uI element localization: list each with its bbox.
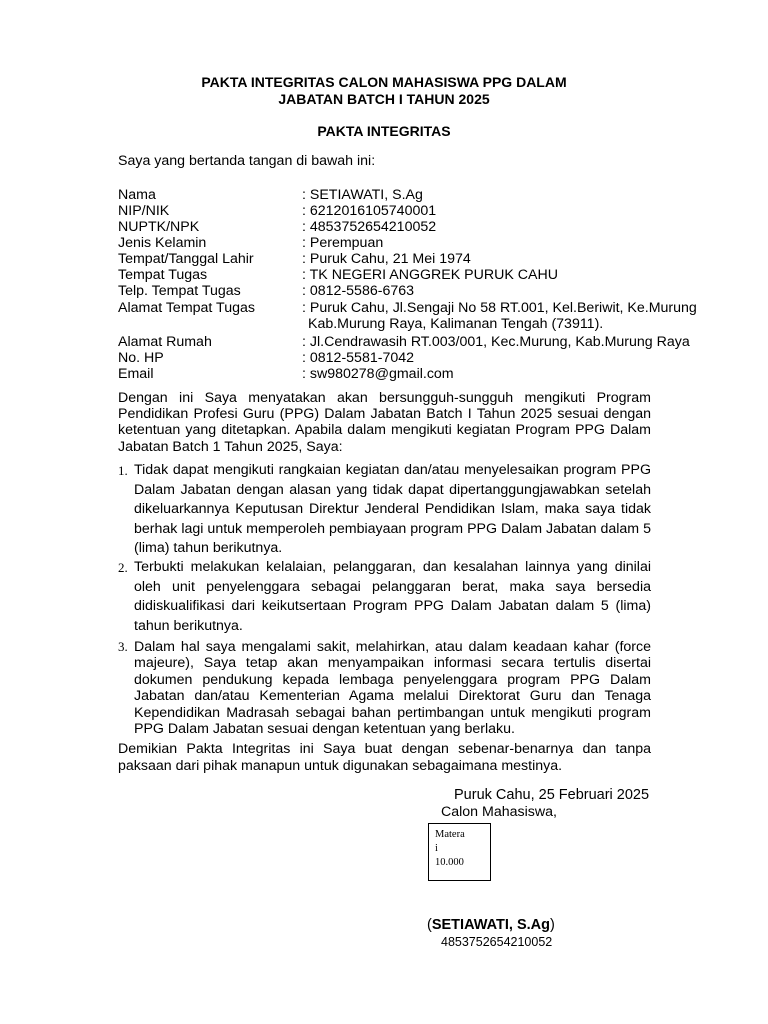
field-label: No. HP — [118, 350, 164, 366]
list-item-text: Tidak dapat mengikuti rangkaian kegiatan dan/atau menyelesaikan program PPG Dalam Jabatan dengan alasan yang tidak dapat dipertanggungjawabkan setelah dikeluarkannya Keputusan Direktur Jenderal Pendidikan Islam, maka saya tidak berhak lagi untuk memperoleh pembiayaan program PPG Dalam Jabatan dalam 5 (lima) tahun berikutnya. — [134, 462, 651, 557]
list-item-text: Terbukti melakukan kelalaian, pelanggaran, dan kesalahan lainnya yang dinilai oleh unit penyelenggara sebagai pelanggaran berat, maka saya bersedia didiskualifikasi dari keikutsertaan Program PPG Dalam Jabatan dalam 5 (lima) tahun berikutnya. — [134, 559, 651, 634]
document-title-line1: PAKTA INTEGRITAS CALON MAHASISWA PPG DALAM — [201, 74, 567, 90]
stamp-text-line: 10.000 — [435, 857, 464, 868]
field-row — [118, 283, 708, 299]
signatory-name: (SETIAWATI, S.Ag) — [427, 917, 555, 933]
document-subtitle: PAKTA INTEGRITAS — [317, 123, 451, 139]
field-label: Email — [118, 366, 154, 382]
list-item — [118, 461, 651, 559]
signatory-id: 4853752654210052 — [441, 935, 553, 949]
field-row — [118, 235, 708, 251]
field-value: : 6212016105740001 — [302, 203, 437, 219]
field-label: Alamat Tempat Tugas — [118, 300, 255, 316]
field-row — [118, 366, 708, 382]
field-label: Telp. Tempat Tugas — [118, 283, 241, 299]
field-value: : TK NEGERI ANGGREK PURUK CAHU — [302, 267, 558, 283]
field-value: : sw980278@gmail.com — [302, 366, 454, 382]
field-row — [118, 350, 708, 366]
field-value: : 0812-5586-6763 — [302, 283, 415, 299]
signatory-name-text: SETIAWATI, S.Ag — [431, 917, 550, 933]
list-item-number: 1. — [118, 463, 128, 478]
list-item-number: 3. — [118, 639, 128, 654]
field-label: Jenis Kelamin — [118, 235, 207, 251]
list-item-text: Dalam hal saya mengalami sakit, melahirkan, atau dalam keadaan kahar (force majeure), Saya tetap akan menyampaikan informasi secara tertulis disertai dokumen pendukung kepada lembaga penyelenggara program PPG Dalam Jabatan dan/atau Kementerian Agama melalui Direktorat Guru dan Tenaga Kependidikan Madrasah sebagai bahan pertimbangan untuk mengikuti program PPG Dalam Jabatan sesuai dengan ketentuan yang berlaku. — [134, 639, 651, 738]
field-value: : SETIAWATI, S.Ag — [302, 187, 423, 203]
field-value: : Perempuan — [302, 235, 384, 251]
field-value: : 4853752654210052 — [302, 219, 437, 235]
intro-text: Saya yang bertanda tangan di bawah ini: — [118, 153, 376, 169]
stamp-text-line: i — [435, 843, 438, 854]
field-label: Tempat Tugas — [118, 267, 208, 283]
field-value: : Puruk Cahu, Jl.Sengaji No 58 RT.001, Kel.Beriwit, Ke.Murung — [302, 300, 697, 316]
list-item — [118, 558, 651, 636]
field-row — [118, 334, 708, 350]
field-label: NIP/NIK — [118, 203, 170, 219]
list-item-number: 2. — [118, 560, 128, 575]
field-label: Tempat/Tanggal Lahir — [118, 251, 254, 267]
statement-paragraph: Dengan ini Saya menyatakan akan bersungguh-sungguh mengikuti Program Pendidikan Profesi Guru (PPG) Dalam Jabatan Batch I Tahun 2025 sesuai dengan ketentuan yang ditetapkan. Apabila dalam mengikuti kegiatan Program PPG Dalam Jabatan Batch 1 Tahun 2025, Saya: — [118, 390, 651, 455]
field-label: NUPTK/NPK — [118, 219, 200, 235]
document-title-line2: JABATAN BATCH I TAHUN 2025 — [278, 91, 490, 107]
list-item — [118, 639, 651, 737]
field-row-continuation — [118, 316, 708, 333]
field-row — [118, 267, 708, 283]
field-row — [118, 187, 708, 203]
signature-role: Calon Mahasiswa, — [441, 804, 557, 820]
field-row — [118, 219, 708, 235]
materai-stamp-box — [428, 823, 491, 881]
field-value: : Jl.Cendrawasih RT.003/001, Kec.Murung, Kab.Murung Raya — [302, 334, 690, 350]
field-row — [118, 203, 708, 219]
field-row — [118, 300, 708, 316]
field-label: Alamat Rumah — [118, 334, 212, 350]
identity-fields — [118, 187, 708, 382]
field-value-continuation: Kab.Murung Raya, Kalimanan Tengah (73911). — [308, 316, 604, 332]
field-value: : Puruk Cahu, 21 Mei 1974 — [302, 251, 471, 267]
closing-paragraph: Demikian Pakta Integritas ini Saya buat dengan sebenar-benarnya dan tanpa paksaan dari pihak manapun untuk digunakan sebagaimana mestinya. — [118, 741, 651, 774]
field-row — [118, 251, 708, 267]
field-label: Nama — [118, 187, 156, 203]
field-value: : 0812-5581-7042 — [302, 350, 415, 366]
signature-place-date: Puruk Cahu, 25 Februari 2025 — [454, 787, 650, 803]
stamp-text-line: Matera — [435, 829, 465, 840]
